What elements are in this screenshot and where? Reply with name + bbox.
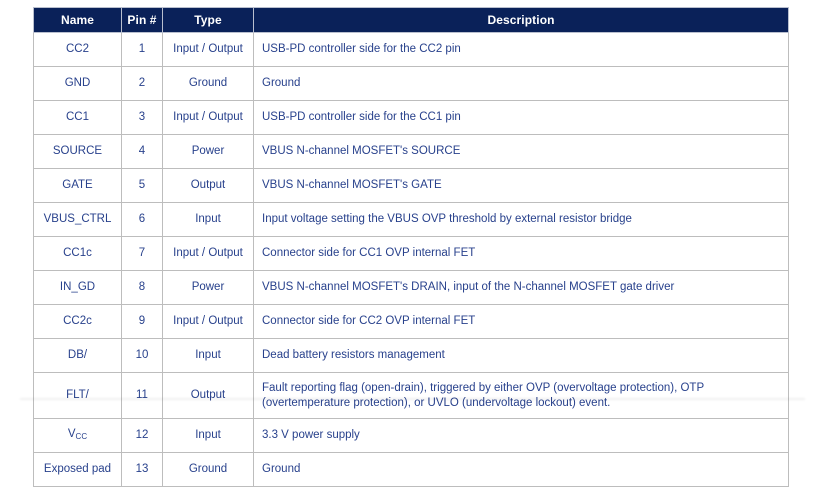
pin-type: Input / Output	[163, 305, 254, 339]
table-row	[34, 135, 789, 169]
pin-name	[34, 419, 122, 453]
table-header	[34, 8, 789, 33]
pin-type: Power	[163, 135, 254, 169]
pin-description: Input voltage setting the VBUS OVP threshold by external resistor bridge	[254, 203, 789, 237]
table-row	[34, 305, 789, 339]
table-row	[34, 271, 789, 305]
pin-description: VBUS N-channel MOSFET's GATE	[254, 169, 789, 203]
pin-type: Input	[163, 419, 254, 453]
pin-description: Dead battery resistors management	[254, 339, 789, 373]
pin-number: 4	[122, 135, 163, 169]
table-row	[34, 237, 789, 271]
pin-name: VBUS_CTRL	[34, 203, 122, 237]
pin-name: Exposed pad	[34, 453, 122, 487]
column-header-type: Type	[163, 8, 254, 33]
pin-type: Input / Output	[163, 33, 254, 67]
pin-name: SOURCE	[34, 135, 122, 169]
pin-type: Output	[163, 169, 254, 203]
table-body	[34, 33, 789, 487]
table-row	[34, 453, 789, 487]
pin-type: Input	[163, 203, 254, 237]
pin-type: Ground	[163, 67, 254, 101]
pin-name: IN_GD	[34, 271, 122, 305]
pin-type: Output	[163, 373, 254, 419]
pin-number: 7	[122, 237, 163, 271]
pin-description: Connector side for CC1 OVP internal FET	[254, 237, 789, 271]
table-header-row	[34, 8, 789, 33]
table-row	[34, 419, 789, 453]
pin-number: 10	[122, 339, 163, 373]
pin-name: FLT/	[34, 373, 122, 419]
pin-name: GND	[34, 67, 122, 101]
pin-number: 11	[122, 373, 163, 419]
pin-type: Input	[163, 339, 254, 373]
pin-name: CC1c	[34, 237, 122, 271]
pin-number: 6	[122, 203, 163, 237]
table-row	[34, 101, 789, 135]
pin-description: Fault reporting flag (open-drain), triggered by either OVP (overvoltage protection), OTP (overtemperature protection), or UVLO (undervoltage lockout) event.	[254, 373, 789, 419]
pin-number: 9	[122, 305, 163, 339]
pin-name: CC1	[34, 101, 122, 135]
pin-description: USB-PD controller side for the CC2 pin	[254, 33, 789, 67]
pin-name-base: V	[67, 428, 76, 440]
pin-description: 3.3 V power supply	[254, 419, 789, 453]
pin-type: Input / Output	[163, 101, 254, 135]
column-header-pin: Pin #	[122, 8, 163, 33]
pin-description: VBUS N-channel MOSFET's DRAIN, input of the N-channel MOSFET gate driver	[254, 271, 789, 305]
pin-name: CC2c	[34, 305, 122, 339]
pin-name-subscript: CC	[75, 432, 88, 441]
pin-description: VBUS N-channel MOSFET's SOURCE	[254, 135, 789, 169]
table-row	[34, 33, 789, 67]
pin-name: DB/	[34, 339, 122, 373]
pin-number: 12	[122, 419, 163, 453]
pin-number: 2	[122, 67, 163, 101]
page-bottom-shadow	[20, 398, 805, 400]
pin-type: Power	[163, 271, 254, 305]
pin-type: Input / Output	[163, 237, 254, 271]
pin-number: 13	[122, 453, 163, 487]
pin-description: Ground	[254, 67, 789, 101]
column-header-name: Name	[34, 8, 122, 33]
pin-number: 5	[122, 169, 163, 203]
pin-number: 1	[122, 33, 163, 67]
pin-number: 8	[122, 271, 163, 305]
pin-description-table	[33, 7, 789, 487]
table-row	[34, 169, 789, 203]
pin-name: CC2	[34, 33, 122, 67]
pin-description: USB-PD controller side for the CC1 pin	[254, 101, 789, 135]
table-row	[34, 203, 789, 237]
pin-description: Ground	[254, 453, 789, 487]
column-header-description: Description	[254, 8, 789, 33]
pin-description-table-wrap	[33, 7, 789, 487]
pin-number: 3	[122, 101, 163, 135]
table-row	[34, 67, 789, 101]
pin-type: Ground	[163, 453, 254, 487]
table-row	[34, 373, 789, 419]
table-row	[34, 339, 789, 373]
pin-description: Connector side for CC2 OVP internal FET	[254, 305, 789, 339]
pin-name: GATE	[34, 169, 122, 203]
